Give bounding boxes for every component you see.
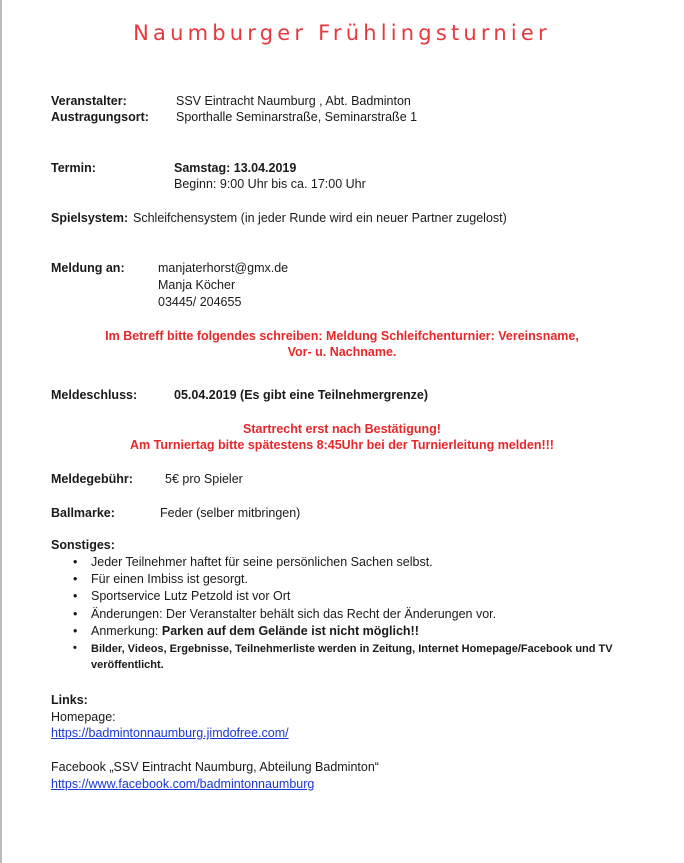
fee-value: 5€ pro Spieler bbox=[165, 472, 243, 486]
fee-label: Meldegebühr: bbox=[51, 472, 133, 486]
bullet-icon: • bbox=[73, 572, 78, 587]
bullet-icon: • bbox=[73, 623, 78, 638]
misc-label: Sonstiges: bbox=[51, 538, 115, 552]
organizer-label: Veranstalter: bbox=[51, 94, 127, 108]
misc-list bbox=[51, 554, 613, 673]
homepage-label: Homepage: bbox=[51, 710, 116, 724]
registration-phone: 03445/ 204655 bbox=[158, 295, 242, 309]
facebook-link[interactable]: https://www.facebook.com/badmintonnaumburg bbox=[51, 777, 315, 791]
subject-note-line2: Vor- u. Nachname. bbox=[287, 345, 397, 359]
parking-remark: Parken auf dem Gelände ist nicht möglich!! bbox=[161, 623, 419, 638]
deadline-value: 05.04.2019 (Es gibt eine Teilnehmergrenze) bbox=[174, 388, 429, 402]
list-item: • Für einen Imbiss ist gesorgt. bbox=[51, 571, 613, 588]
bullet-icon: • bbox=[73, 589, 78, 604]
deadline-label: Meldeschluss: bbox=[51, 388, 138, 402]
system-label: Spielsystem: bbox=[51, 211, 129, 225]
date-value: Samstag: 13.04.2019 bbox=[174, 161, 297, 175]
list-item: • Änderungen: Der Veranstalter behält sich das Recht der Änderungen vor. bbox=[51, 606, 613, 623]
venue-label: Austragungsort: bbox=[51, 110, 149, 124]
bullet-icon: • bbox=[73, 606, 78, 621]
organizer-value: SSV Eintracht Naumburg , Abt. Badminton bbox=[176, 94, 411, 108]
list-item: • Bilder, Videos, Ergebnisse, Teilnehmerliste werden in Zeitung, Internet Homepage/Facebook und TV veröffentlicht. bbox=[73, 642, 613, 672]
list-item: • Sportservice Lutz Petzold ist vor Ort bbox=[51, 588, 613, 605]
registration-label: Meldung an: bbox=[51, 261, 125, 275]
page-title: Naumburger Frühlingsturnier bbox=[133, 21, 551, 45]
venue-value: Sporthalle Seminarstraße, Seminarstraße 1 bbox=[176, 110, 418, 124]
registration-email: manjaterhorst@gmx.de bbox=[158, 261, 289, 275]
homepage-link[interactable]: https://badmintonnaumburg.jimdofree.com/ bbox=[51, 726, 289, 740]
list-item: • Jeder Teilnehmer haftet für seine persönlichen Sachen selbst. bbox=[51, 554, 613, 571]
start-note-line2: Am Turniertag bitte spätestens 8:45Uhr bei der Turnierleitung melden!!! bbox=[130, 438, 554, 452]
ball-value: Feder (selber mitbringen) bbox=[160, 506, 301, 520]
links-label: Links: bbox=[51, 693, 88, 707]
start-note-line1: Startrecht erst nach Bestätigung! bbox=[243, 422, 441, 436]
bullet-icon: • bbox=[73, 642, 77, 655]
subject-note-line1: Im Betreff bitte folgendes schreiben: Meldung Schleifchenturnier: Vereinsname, bbox=[105, 329, 579, 343]
date-time: Beginn: 9:00 Uhr bis ca. 17:00 Uhr bbox=[174, 177, 366, 191]
bullet-icon: • bbox=[73, 555, 78, 569]
registration-name: Manja Köcher bbox=[158, 278, 236, 292]
list-item: • Anmerkung: Parken auf dem Gelände ist nicht möglich!! bbox=[51, 623, 613, 640]
date-label: Termin: bbox=[51, 161, 96, 175]
system-value: Schleifchensystem (in jeder Runde wird ein neuer Partner zugelost) bbox=[133, 211, 507, 225]
ball-label: Ballmarke: bbox=[51, 506, 115, 520]
facebook-label: Facebook „SSV Eintracht Naumburg, Abteilung Badminton“ bbox=[51, 760, 379, 774]
